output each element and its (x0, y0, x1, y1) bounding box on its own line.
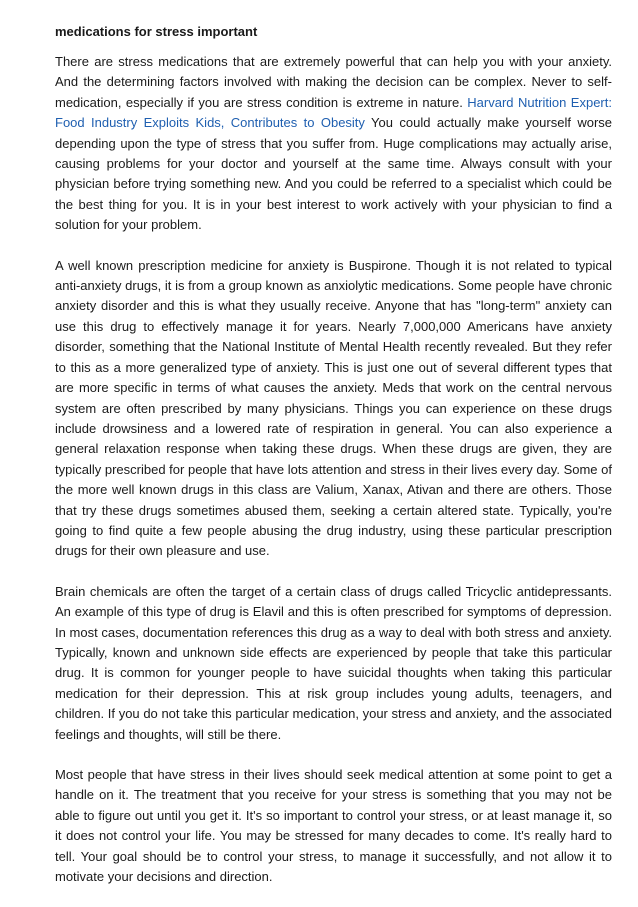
paragraph-3: Brain chemicals are often the target of a certain class of drugs called Tricyclic antidepressants. An example of this type of drug is Elavil and this is often prescribed for symptoms of depression. In most cases, documentation references this drug as a way to deal with both stress and anxiety. Typically, known and unknown side effects are experienced by people that take this particular drug. It is common for younger people to have suicidal thoughts when taking this particular medication for their depression. This at risk group includes young adults, teenagers, and children. If you do not take this particular medication, your stress and anxiety, and the associated feelings and thoughts, will still be there. (55, 583, 612, 742)
paragraph-2: A well known prescription medicine for anxiety is Buspirone. Though it is not related to typical anti-anxiety drugs, it is from a group known as anxiolytic medications. Some people have chronic anxiety disorder and this is what they usually receive. Anyone that has "long-term" anxiety can use this drug to effectively manage it for years. Nearly 7,000,000 Americans have anxiety disorder, something that the National Institute of Mental Health recently revealed. But they refer to this as a more generalized type of anxiety. This is just one out of several different types that are more specific in terms of what causes the anxiety. Meds that work on the central nervous system are often prescribed by many physicians. Things you can experience on these drugs include drowsiness and a lowered rate of respiration in general. You can also experience a general relaxation response when taking these drugs. When these drugs are given, they are typically prescribed for people that have lots attention and stress in their lives every day. Some of the more well known drugs in this class are Valium, Xanax, Ativan and there are others. Those that try these drugs sometimes abused them, seeking a certain altered state. Typically, you're going to find quite a few people abusing the drug industry, using these particular prescription drugs for their own pleasure and use. (55, 257, 612, 559)
paragraph-4: Most people that have stress in their lives should seek medical attention at some point to get a handle on it. The treatment that you receive for your stress is something that you may not be able to figure out until you get it. It's so important to control your stress, or at least manage it, so it does not control your life. You may be stressed for many decades to come. It's really hard to tell. Your goal should be to control your stress, to manage it successfully, and not allow it to motivate your decisions and direction. (55, 767, 612, 885)
paragraph-1-text-after: You could actually make yourself worse depending upon the type of stress that you suffer from. Huge complications may actually arise, causing problems for your doctor and yourself at the same time. Always consult with your physician before trying something new. And you could be referred to a specialist which could be the best thing for you. It is in your best interest to work actively with your physician to find a solution for your problem. (55, 115, 612, 233)
document-title: medications for stress important (55, 24, 258, 39)
paragraph-1 (55, 52, 612, 236)
document-page (55, 22, 612, 907)
harvard-nutrition-link[interactable]: Harvard Nutrition Expert: Food Industry Exploits Kids, Contributes to Obesity (55, 94, 612, 131)
paragraph-1-text-before: There are stress medications that are extremely powerful that can help you with your anxiety. And the determining factors involved with making the decision can be complex. Never to self-medication, especially if you are stress condition is extreme in nature. (55, 54, 612, 110)
